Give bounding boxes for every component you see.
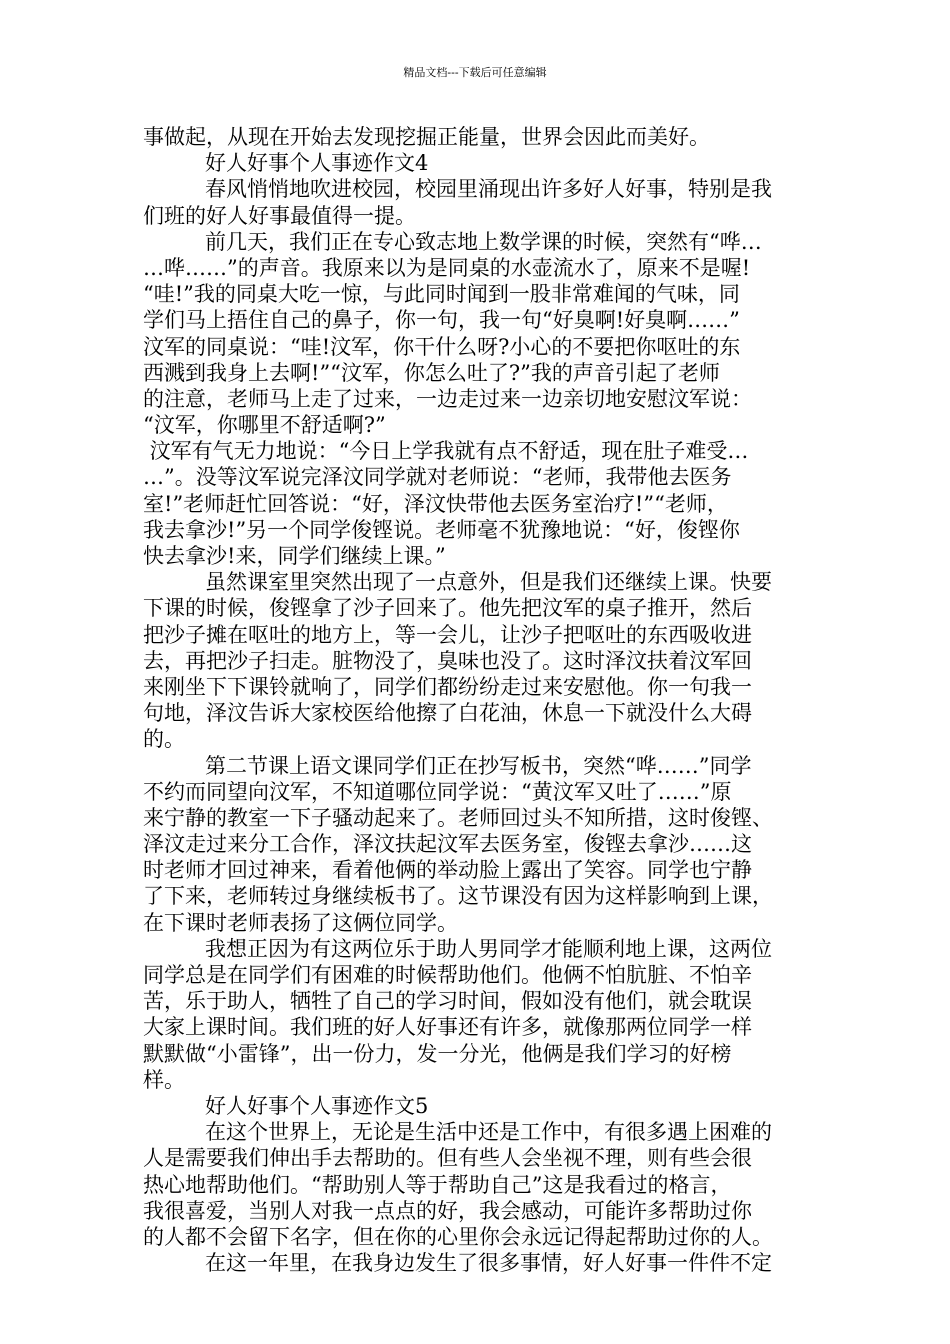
text-line: 西溅到我身上去啊!”“汶军，你怎么吐了?”我的声音引起了老师 xyxy=(143,360,720,385)
text-line: 虽然课室里突然出现了一点意外，但是我们还继续上课。快要 xyxy=(205,570,772,595)
text-line: 快去拿沙!来，同学们继续上课。” xyxy=(143,544,446,568)
text-line: 去，再把沙子扫走。脏物没了，臭味也没了。这时泽汶扶着汶军回 xyxy=(143,648,752,673)
text-line: 的注意，老师马上走了过来，一边走过来一边亲切地安慰汶军说： xyxy=(143,386,752,411)
text-line: 时老师才回过神来，看着他俩的举动脸上露出了笑容。同学也宁静 xyxy=(143,858,752,883)
text-line: 句地，泽汶告诉大家校医给他擦了白花油，休息一下就没什么大碍 xyxy=(143,701,752,726)
text-line: 下课的时候，俊铿拿了沙子回来了。他先把汶军的桌子推开，然后 xyxy=(143,596,752,621)
text-line: 事做起，从现在开始去发现挖掘正能量，世界会因此而美好。 xyxy=(143,125,710,149)
text-line: 来刚坐下下课铃就响了，同学们都纷纷走过来安慰他。你一句我一 xyxy=(143,674,752,699)
text-line: 我很喜爱，当别人对我一点点的好，我会感动，可能许多帮助过你 xyxy=(143,1198,752,1223)
text-line: “汶军，你哪里不舒适啊?” xyxy=(143,413,386,438)
text-line: 在这一年里，在我身边发生了很多事情，好人好事一件件不定 xyxy=(205,1251,772,1276)
text-line: …哗……”的声音。我原来以为是同桌的水壶流水了，原来不是喔! xyxy=(143,255,751,280)
text-line: 前几天，我们正在专心致志地上数学课的时候，突然有“哗… xyxy=(205,229,762,254)
text-line: “哇!”我的同桌大吃一惊，与此同时闻到一股非常难闻的气味，同 xyxy=(143,282,740,307)
text-line: 们班的好人好事最值得一提。 xyxy=(143,203,416,228)
text-line: 的人都不会留下名字，但在你的心里你会永远记得起帮助过你的人。 xyxy=(143,1224,773,1249)
text-line: 春风悄悄地吹进校园，校园里涌现出许多好人好事，特别是我 xyxy=(205,177,772,202)
text-line: 苦，乐于助人，牺牲了自己的学习时间，假如没有他们，就会耽误 xyxy=(143,989,752,1014)
text-line: 把沙子摊在呕吐的地方上，等一会儿，让沙子把呕吐的东西吸收进 xyxy=(143,622,752,647)
text-line: …”。没等汶军说完泽汶同学就对老师说：“老师，我带他去医务 xyxy=(143,465,732,490)
text-line: 样。 xyxy=(143,1067,185,1092)
text-line: 热心地帮助他们。“帮助别人等于帮助自己”这是我看过的格言， xyxy=(143,1172,732,1197)
document-body xyxy=(143,124,808,1276)
text-line: 大家上课时间。我们班的好人好事还有许多，就像那两位同学一样 xyxy=(143,1015,752,1040)
text-line: 默默做“小雷锋”，出一份力，发一分光，他俩是我们学习的好榜 xyxy=(143,1041,732,1066)
text-line: 来宁静的教室一下子骚动起来了。老师回过头不知所措，这时俊铿、 xyxy=(143,805,773,830)
page-header: 精品文档---下载后可任意编辑 xyxy=(403,66,547,79)
text-line: 室!”老师赶忙回答说：“好，泽汶快带他去医务室治疗!”“老师， xyxy=(143,491,728,516)
text-line: 学们马上捂住自己的鼻子，你一句，我一句“好臭啊!好臭啊……” xyxy=(143,308,740,333)
text-line: 同学总是在同学们有困难的时候帮助他们。他俩不怕肮脏、不怕辛 xyxy=(143,963,752,987)
text-line: 了下来，老师转过身继续板书了。这节课没有因为这样影响到上课， xyxy=(143,884,773,909)
text-line: 不约而同望向汶军，不知道哪位同学说：“黄汶军又吐了……”原 xyxy=(143,779,732,804)
text-line: 我想正因为有这两位乐于助人男同学才能顺利地上课，这两位 xyxy=(205,936,772,961)
text-line: 泽汶走过来分工合作，泽汶扶起汶军去医务室，俊铿去拿沙……这 xyxy=(143,832,752,857)
text-line: 的。 xyxy=(143,727,185,752)
text-line: 人是需要我们伸出手去帮助的。但有些人会坐视不理，则有些会很 xyxy=(143,1146,752,1171)
text-line: 我去拿沙!”另一个同学俊铿说。老师毫不犹豫地说：“好，俊铿你 xyxy=(143,517,740,542)
text-line: 在下课时老师表扬了这俩位同学。 xyxy=(143,910,458,935)
text-line: 好人好事个人事迹作文4 xyxy=(205,151,429,176)
text-line: 汶军有气无力地说：“今日上学我就有点不舒适，现在肚子难受… xyxy=(143,439,749,464)
text-line: 第二节课上语文课同学们正在抄写板书，突然“哗……”同学 xyxy=(205,753,752,778)
text-line: 好人好事个人事迹作文5 xyxy=(205,1093,429,1118)
text-line: 汶军的同桌说：“哇!汶军，你干什么呀?小心的不要把你呕吐的东 xyxy=(143,334,741,359)
text-line: 在这个世界上，无论是生活中还是工作中，有很多遇上困难的 xyxy=(205,1120,772,1145)
